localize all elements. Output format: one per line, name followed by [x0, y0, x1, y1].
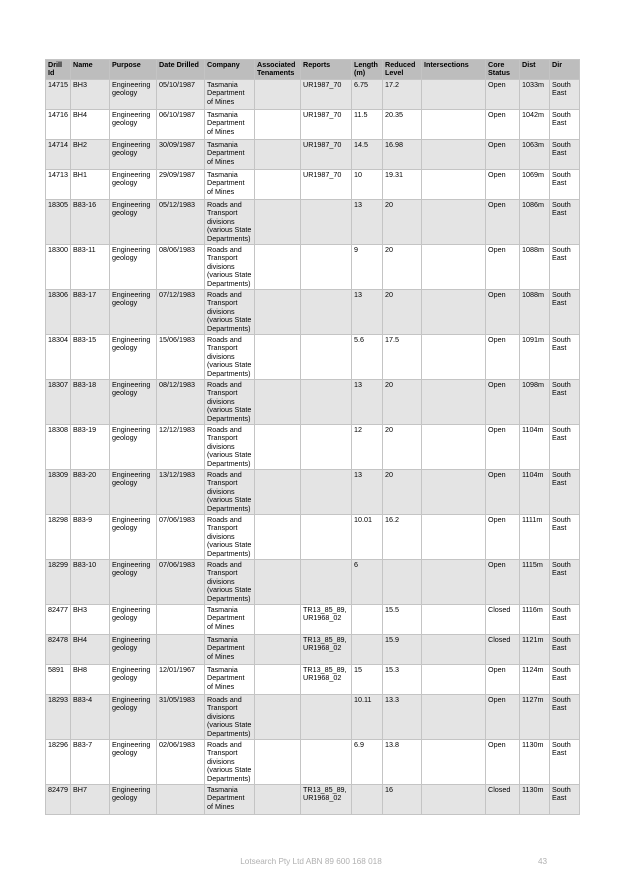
cell-associated-tenaments [255, 80, 301, 110]
cell-name: BH4 [71, 635, 110, 665]
cell-dir: South East [550, 665, 580, 695]
cell-intersections [422, 605, 486, 635]
table-row [46, 635, 580, 665]
cell-core-status: Open [486, 80, 520, 110]
cell-intersections [422, 380, 486, 425]
cell-date-drilled: 05/10/1987 [157, 80, 205, 110]
cell-purpose: Engineering geology [110, 110, 157, 140]
cell-date-drilled: 07/06/1983 [157, 560, 205, 605]
cell-drill-id: 18309 [46, 470, 71, 515]
cell-company: Tasmania Department of Mines [205, 80, 255, 110]
cell-drill-id: 14713 [46, 170, 71, 200]
cell-name: B83-15 [71, 335, 110, 380]
col-header-date-drilled: Date Drilled [157, 60, 205, 80]
col-header-drill-id: Drill Id [46, 60, 71, 80]
cell-reduced-level: 13.3 [383, 695, 422, 740]
cell-intersections [422, 515, 486, 560]
cell-dist: 1121m [520, 635, 550, 665]
cell-date-drilled: 29/09/1987 [157, 170, 205, 200]
cell-intersections [422, 335, 486, 380]
table-row [46, 245, 580, 290]
cell-length [352, 605, 383, 635]
table-row [46, 335, 580, 380]
table-row [46, 200, 580, 245]
cell-company: Roads and Transport divisions (various State Departments) [205, 335, 255, 380]
cell-reduced-level: 13.8 [383, 740, 422, 785]
cell-length: 6.75 [352, 80, 383, 110]
cell-company: Tasmania Department of Mines [205, 170, 255, 200]
cell-reports: TR13_85_89, UR1968_02 [301, 785, 352, 815]
cell-dir: South East [550, 110, 580, 140]
cell-drill-id: 18293 [46, 695, 71, 740]
cell-associated-tenaments [255, 140, 301, 170]
cell-date-drilled: 12/12/1983 [157, 425, 205, 470]
cell-intersections [422, 200, 486, 245]
cell-intersections [422, 635, 486, 665]
cell-drill-id: 14714 [46, 140, 71, 170]
cell-core-status: Open [486, 665, 520, 695]
cell-associated-tenaments [255, 335, 301, 380]
cell-purpose: Engineering geology [110, 170, 157, 200]
cell-dir: South East [550, 425, 580, 470]
cell-date-drilled: 30/09/1987 [157, 140, 205, 170]
cell-dist: 1033m [520, 80, 550, 110]
cell-company: Roads and Transport divisions (various State Departments) [205, 245, 255, 290]
cell-name: B83-11 [71, 245, 110, 290]
cell-core-status: Open [486, 740, 520, 785]
col-header-reports: Reports [301, 60, 352, 80]
cell-associated-tenaments [255, 785, 301, 815]
cell-core-status: Open [486, 170, 520, 200]
cell-reports [301, 515, 352, 560]
cell-reduced-level: 20 [383, 470, 422, 515]
cell-drill-id: 18308 [46, 425, 71, 470]
table-row [46, 290, 580, 335]
cell-reports: UR1987_70 [301, 110, 352, 140]
cell-length: 14.5 [352, 140, 383, 170]
cell-reduced-level: 15.5 [383, 605, 422, 635]
cell-company: Roads and Transport divisions (various State Departments) [205, 380, 255, 425]
cell-associated-tenaments [255, 290, 301, 335]
col-header-associated-tenaments: Associated Tenaments [255, 60, 301, 80]
cell-reports: TR13_85_89, UR1968_02 [301, 635, 352, 665]
col-header-intersections: Intersections [422, 60, 486, 80]
cell-company: Tasmania Department of Mines [205, 140, 255, 170]
cell-purpose: Engineering geology [110, 245, 157, 290]
cell-associated-tenaments [255, 110, 301, 140]
cell-associated-tenaments [255, 170, 301, 200]
cell-intersections [422, 425, 486, 470]
cell-intersections [422, 80, 486, 110]
col-header-name: Name [71, 60, 110, 80]
cell-associated-tenaments [255, 605, 301, 635]
col-header-length: Length (m) [352, 60, 383, 80]
cell-dist: 1127m [520, 695, 550, 740]
cell-name: BH7 [71, 785, 110, 815]
cell-dir: South East [550, 380, 580, 425]
cell-intersections [422, 290, 486, 335]
cell-dir: South East [550, 515, 580, 560]
cell-drill-id: 14715 [46, 80, 71, 110]
cell-length: 6.9 [352, 740, 383, 785]
cell-reduced-level: 20 [383, 200, 422, 245]
cell-company: Roads and Transport divisions (various State Departments) [205, 470, 255, 515]
footer-company: Lotsearch Pty Ltd ABN 89 600 168 018 [240, 857, 382, 866]
cell-reduced-level: 15.3 [383, 665, 422, 695]
cell-purpose: Engineering geology [110, 785, 157, 815]
cell-length: 5.6 [352, 335, 383, 380]
table-row [46, 170, 580, 200]
cell-purpose: Engineering geology [110, 335, 157, 380]
table-row [46, 605, 580, 635]
cell-dist: 1124m [520, 665, 550, 695]
cell-company: Roads and Transport divisions (various State Departments) [205, 740, 255, 785]
cell-length: 6 [352, 560, 383, 605]
cell-date-drilled: 07/06/1983 [157, 515, 205, 560]
table-row [46, 470, 580, 515]
cell-dist: 1091m [520, 335, 550, 380]
cell-date-drilled: 07/12/1983 [157, 290, 205, 335]
cell-date-drilled: 12/01/1967 [157, 665, 205, 695]
cell-name: B83-18 [71, 380, 110, 425]
cell-company: Roads and Transport divisions (various State Departments) [205, 695, 255, 740]
cell-intersections [422, 665, 486, 695]
cell-intersections [422, 245, 486, 290]
cell-dir: South East [550, 200, 580, 245]
cell-purpose: Engineering geology [110, 470, 157, 515]
cell-drill-id: 14716 [46, 110, 71, 140]
cell-purpose: Engineering geology [110, 200, 157, 245]
cell-length: 11.5 [352, 110, 383, 140]
cell-reports [301, 380, 352, 425]
cell-company: Tasmania Department of Mines [205, 605, 255, 635]
cell-company: Roads and Transport divisions (various State Departments) [205, 200, 255, 245]
cell-date-drilled: 08/12/1983 [157, 380, 205, 425]
cell-name: B83-10 [71, 560, 110, 605]
cell-core-status: Open [486, 200, 520, 245]
cell-date-drilled: 05/12/1983 [157, 200, 205, 245]
cell-purpose: Engineering geology [110, 740, 157, 785]
cell-name: B83-9 [71, 515, 110, 560]
cell-dist: 1111m [520, 515, 550, 560]
cell-purpose: Engineering geology [110, 140, 157, 170]
cell-purpose: Engineering geology [110, 695, 157, 740]
cell-drill-id: 18296 [46, 740, 71, 785]
cell-name: BH3 [71, 605, 110, 635]
cell-dir: South East [550, 695, 580, 740]
cell-reduced-level: 19.31 [383, 170, 422, 200]
cell-name: B83-7 [71, 740, 110, 785]
table-row [46, 785, 580, 815]
cell-reduced-level: 16.98 [383, 140, 422, 170]
cell-core-status: Open [486, 515, 520, 560]
cell-core-status: Open [486, 470, 520, 515]
cell-drill-id: 18298 [46, 515, 71, 560]
cell-reports: UR1987_70 [301, 170, 352, 200]
cell-name: BH3 [71, 80, 110, 110]
cell-length: 13 [352, 290, 383, 335]
cell-reports [301, 695, 352, 740]
cell-reduced-level: 16 [383, 785, 422, 815]
cell-dist: 1086m [520, 200, 550, 245]
cell-dist: 1088m [520, 245, 550, 290]
cell-dir: South East [550, 560, 580, 605]
cell-purpose: Engineering geology [110, 665, 157, 695]
cell-date-drilled [157, 785, 205, 815]
cell-drill-id: 18300 [46, 245, 71, 290]
cell-reduced-level: 20 [383, 290, 422, 335]
cell-purpose: Engineering geology [110, 515, 157, 560]
col-header-purpose: Purpose [110, 60, 157, 80]
cell-dir: South East [550, 635, 580, 665]
cell-reports [301, 200, 352, 245]
cell-associated-tenaments [255, 380, 301, 425]
table-row [46, 560, 580, 605]
cell-company: Tasmania Department of Mines [205, 110, 255, 140]
cell-dir: South East [550, 605, 580, 635]
cell-name: B83-19 [71, 425, 110, 470]
cell-dist: 1063m [520, 140, 550, 170]
table-row [46, 80, 580, 110]
cell-dir: South East [550, 785, 580, 815]
cell-associated-tenaments [255, 665, 301, 695]
cell-date-drilled: 08/06/1983 [157, 245, 205, 290]
cell-company: Roads and Transport divisions (various State Departments) [205, 290, 255, 335]
cell-reports [301, 335, 352, 380]
cell-core-status: Open [486, 695, 520, 740]
cell-drill-id: 18306 [46, 290, 71, 335]
cell-length: 10.11 [352, 695, 383, 740]
table-row [46, 110, 580, 140]
cell-dist: 1130m [520, 740, 550, 785]
col-header-core-status: Core Status [486, 60, 520, 80]
col-header-dist: Dist [520, 60, 550, 80]
cell-intersections [422, 740, 486, 785]
cell-company: Tasmania Department of Mines [205, 785, 255, 815]
cell-date-drilled: 13/12/1983 [157, 470, 205, 515]
col-header-dir: Dir [550, 60, 580, 80]
cell-reduced-level: 20.35 [383, 110, 422, 140]
cell-length: 13 [352, 200, 383, 245]
cell-reports: UR1987_70 [301, 140, 352, 170]
cell-associated-tenaments [255, 515, 301, 560]
cell-length: 13 [352, 380, 383, 425]
cell-length: 13 [352, 470, 383, 515]
cell-date-drilled: 15/06/1983 [157, 335, 205, 380]
cell-reports [301, 470, 352, 515]
cell-length: 10.01 [352, 515, 383, 560]
cell-intersections [422, 140, 486, 170]
cell-dir: South East [550, 80, 580, 110]
cell-purpose: Engineering geology [110, 425, 157, 470]
cell-reduced-level: 17.2 [383, 80, 422, 110]
cell-reports [301, 290, 352, 335]
cell-purpose: Engineering geology [110, 290, 157, 335]
cell-drill-id: 18299 [46, 560, 71, 605]
cell-drill-id: 18307 [46, 380, 71, 425]
cell-date-drilled: 02/06/1983 [157, 740, 205, 785]
cell-length: 15 [352, 665, 383, 695]
cell-length [352, 635, 383, 665]
cell-length: 9 [352, 245, 383, 290]
cell-dist: 1069m [520, 170, 550, 200]
cell-associated-tenaments [255, 695, 301, 740]
cell-dir: South East [550, 170, 580, 200]
cell-dir: South East [550, 335, 580, 380]
cell-date-drilled [157, 605, 205, 635]
cell-company: Roads and Transport divisions (various State Departments) [205, 560, 255, 605]
cell-reduced-level: 17.5 [383, 335, 422, 380]
cell-name: B83-20 [71, 470, 110, 515]
table-row [46, 740, 580, 785]
cell-drill-id: 82478 [46, 635, 71, 665]
cell-dist: 1116m [520, 605, 550, 635]
cell-purpose: Engineering geology [110, 80, 157, 110]
cell-reduced-level: 15.9 [383, 635, 422, 665]
cell-name: B83-4 [71, 695, 110, 740]
cell-length: 12 [352, 425, 383, 470]
cell-associated-tenaments [255, 425, 301, 470]
cell-reduced-level: 20 [383, 245, 422, 290]
cell-name: BH1 [71, 170, 110, 200]
drill-holes-table [45, 59, 580, 815]
cell-drill-id: 82477 [46, 605, 71, 635]
table-row [46, 665, 580, 695]
cell-core-status: Closed [486, 785, 520, 815]
cell-core-status: Open [486, 560, 520, 605]
cell-date-drilled: 31/05/1983 [157, 695, 205, 740]
cell-intersections [422, 110, 486, 140]
cell-reduced-level [383, 560, 422, 605]
cell-company: Tasmania Department of Mines [205, 635, 255, 665]
cell-reports [301, 740, 352, 785]
cell-name: BH2 [71, 140, 110, 170]
cell-purpose: Engineering geology [110, 605, 157, 635]
cell-dist: 1098m [520, 380, 550, 425]
cell-dir: South East [550, 740, 580, 785]
cell-reports [301, 425, 352, 470]
cell-intersections [422, 170, 486, 200]
cell-dist: 1042m [520, 110, 550, 140]
cell-dist: 1115m [520, 560, 550, 605]
cell-reports [301, 245, 352, 290]
table-row [46, 515, 580, 560]
cell-dist: 1104m [520, 425, 550, 470]
cell-reports: TR13_85_89, UR1968_02 [301, 605, 352, 635]
cell-drill-id: 5891 [46, 665, 71, 695]
cell-dir: South East [550, 470, 580, 515]
cell-dir: South East [550, 290, 580, 335]
cell-associated-tenaments [255, 470, 301, 515]
cell-intersections [422, 695, 486, 740]
cell-date-drilled [157, 635, 205, 665]
cell-associated-tenaments [255, 200, 301, 245]
cell-drill-id: 82479 [46, 785, 71, 815]
cell-associated-tenaments [255, 560, 301, 605]
cell-dir: South East [550, 140, 580, 170]
cell-length: 10 [352, 170, 383, 200]
table-row [46, 695, 580, 740]
cell-reduced-level: 16.2 [383, 515, 422, 560]
cell-name: B83-16 [71, 200, 110, 245]
cell-dist: 1130m [520, 785, 550, 815]
cell-dist: 1088m [520, 290, 550, 335]
cell-associated-tenaments [255, 635, 301, 665]
cell-dir: South East [550, 245, 580, 290]
cell-intersections [422, 470, 486, 515]
cell-purpose: Engineering geology [110, 560, 157, 605]
cell-intersections [422, 785, 486, 815]
cell-core-status: Open [486, 245, 520, 290]
cell-name: BH8 [71, 665, 110, 695]
cell-dist: 1104m [520, 470, 550, 515]
cell-reports: UR1987_70 [301, 80, 352, 110]
cell-core-status: Open [486, 425, 520, 470]
cell-intersections [422, 560, 486, 605]
cell-core-status: Closed [486, 635, 520, 665]
cell-core-status: Open [486, 110, 520, 140]
cell-associated-tenaments [255, 245, 301, 290]
cell-purpose: Engineering geology [110, 380, 157, 425]
cell-drill-id: 18305 [46, 200, 71, 245]
cell-core-status: Closed [486, 605, 520, 635]
table-header-row [46, 60, 580, 80]
cell-company: Roads and Transport divisions (various State Departments) [205, 515, 255, 560]
cell-name: B83-17 [71, 290, 110, 335]
cell-drill-id: 18304 [46, 335, 71, 380]
table-row [46, 425, 580, 470]
cell-reports: TR13_85_89, UR1968_02 [301, 665, 352, 695]
page-number: 43 [538, 857, 548, 866]
table-row [46, 380, 580, 425]
cell-reduced-level: 20 [383, 380, 422, 425]
cell-date-drilled: 06/10/1987 [157, 110, 205, 140]
col-header-company: Company [205, 60, 255, 80]
cell-company: Tasmania Department of Mines [205, 665, 255, 695]
cell-reduced-level: 20 [383, 425, 422, 470]
cell-company: Roads and Transport divisions (various State Departments) [205, 425, 255, 470]
cell-reports [301, 560, 352, 605]
cell-associated-tenaments [255, 740, 301, 785]
cell-core-status: Open [486, 335, 520, 380]
col-header-reduced-level: Reduced Level [383, 60, 422, 80]
cell-core-status: Open [486, 290, 520, 335]
cell-name: BH4 [71, 110, 110, 140]
cell-core-status: Open [486, 140, 520, 170]
cell-length [352, 785, 383, 815]
cell-purpose: Engineering geology [110, 635, 157, 665]
table-row [46, 140, 580, 170]
cell-core-status: Open [486, 380, 520, 425]
